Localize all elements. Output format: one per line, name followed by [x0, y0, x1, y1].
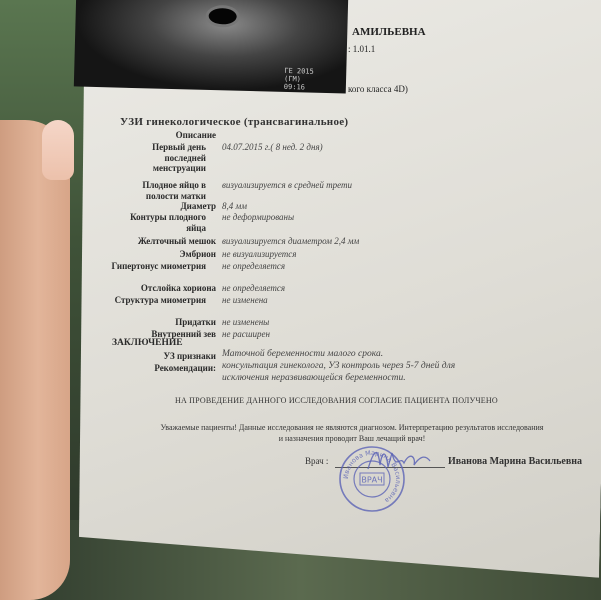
patient-notice-line-1: Уважаемые пациенты! Данные исследования не являются диагнозом. Интерпретацию результатов исследования: [160, 423, 544, 432]
field-label: Диаметр: [180, 201, 216, 211]
signs-label: УЗ признаки: [163, 351, 216, 361]
field-label: Эмбрион: [179, 249, 216, 259]
gestational-sac-image: [205, 5, 240, 28]
thumbnail: [42, 120, 74, 180]
field-value: 04.07.2015 г.( 8 нед. 2 дня): [222, 142, 323, 152]
patient-name-fragment: АМИЛЬЕВНА: [352, 26, 426, 38]
field-label: Отслойка хориона: [140, 283, 216, 293]
ultrasound-overlay-text: ГЕ 2015 (ГМ) 09:16: [283, 66, 314, 92]
code-fragment: : 1.01.1: [348, 44, 376, 54]
recommend-value-line-2: исключения неразвивающейся беременности.: [222, 373, 406, 383]
field-value: не деформированы: [222, 212, 295, 222]
field-value: не определяется: [222, 261, 286, 271]
patient-notice: [112, 422, 592, 444]
field-label: Описание: [175, 130, 216, 140]
field-label: Гипертонус миометрия: [111, 261, 206, 271]
field-value: 8,4 мм: [222, 201, 247, 211]
stamp-ring-text: Иванова Марина Васильевна: [341, 448, 403, 505]
field-label: Структура миометрия: [114, 295, 206, 305]
signs-value: Маточной беременности малого срока.: [222, 349, 384, 359]
field-label: Придатки: [175, 317, 216, 327]
patient-notice-line-2: и назначения проводит Ваш лечащий врач!: [278, 434, 426, 443]
field-value: не изменены: [222, 317, 270, 327]
field-label: Первый день последней менструации: [152, 142, 206, 173]
field-label: Плодное яйцо в полости матки: [142, 180, 206, 201]
hand-thumb: [0, 120, 70, 600]
doctor-name: Иванова Марина Васильевна: [448, 456, 582, 467]
handwritten-signature: [360, 445, 450, 475]
device-fragment: кого класса 4D): [348, 84, 408, 94]
field-value: не визуализируется: [222, 249, 297, 259]
field-value: визуализируется диаметром 2,4 мм: [222, 236, 360, 246]
ultrasound-image: [74, 0, 348, 94]
field-label: Внутренний зев: [151, 329, 216, 339]
field-label: Контуры плодного яйца: [130, 212, 206, 233]
doctor-label: Врач :: [305, 456, 329, 466]
section-title: УЗИ гинекологическое (трансвагинальное): [120, 116, 349, 128]
recommend-value-line-1: консультация гинеколога, УЗ контроль через 5-7 дней для: [222, 361, 456, 371]
field-value: не определяется: [222, 283, 286, 293]
stamp-center-text: ВРАЧ: [361, 475, 383, 485]
recommend-label: Рекомендации:: [154, 363, 216, 373]
field-label: Желточный мешок: [137, 236, 216, 246]
consent-statement: НА ПРОВЕДЕНИЕ ДАННОГО ИССЛЕДОВАНИЯ СОГЛАСИЕ ПАЦИЕНТА ПОЛУЧЕНО: [175, 396, 498, 405]
field-value: визуализируется в средней трети: [222, 180, 353, 190]
field-value: не расширен: [222, 329, 270, 339]
conclusion-heading: ЗАКЛЮЧЕНИЕ: [112, 338, 183, 348]
field-value: не изменена: [222, 295, 268, 305]
